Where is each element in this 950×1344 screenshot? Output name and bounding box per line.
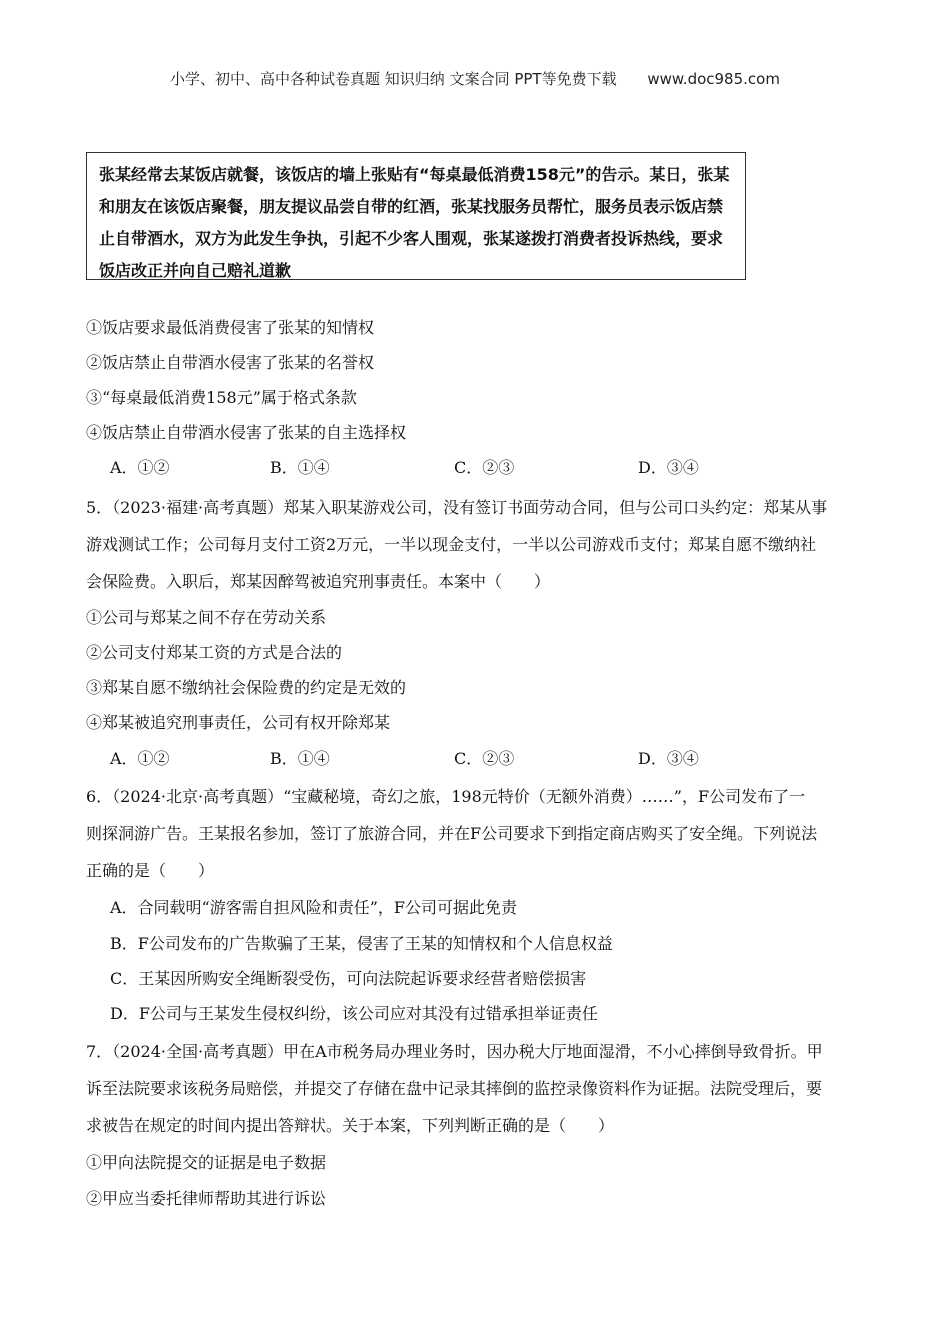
q6-stem-line: 则探洞游广告。王某报名参加，签订了旅游合同，并在F公司要求下到指定商店购买了安全绳。下列说法: [86, 824, 818, 843]
q6-option-d[interactable]: D．F公司与王某发生侵权纠纷，该公司应对其没有过错承担举证责任: [110, 1004, 598, 1023]
q6-stem-line: 6．（2024·北京·高考真题）“宝藏秘境，奇幻之旅，198元特价（无额外消费）……”，F公司发布了一: [86, 787, 806, 806]
q4-item: ②饭店禁止自带酒水侵害了张某的名誉权: [86, 353, 375, 372]
header-text: 小学、初中、高中各种试卷真题 知识归纳 文案合同 PPT等免费下载: [170, 70, 617, 88]
q5-item: ②公司支付郑某工资的方式是合法的: [86, 643, 343, 662]
q5-option-d[interactable]: D．③④: [638, 749, 699, 768]
q6-stem-line: 正确的是（ ）: [86, 861, 215, 880]
q6-option-c[interactable]: C．王某因所购安全绳断裂受伤，可向法院起诉要求经营者赔偿损害: [110, 969, 587, 988]
q4-option-b[interactable]: B．①④: [270, 458, 330, 477]
q5-option-a[interactable]: A．①②: [110, 749, 170, 768]
q4-item: ③“每桌最低消费158元”属于格式条款: [86, 388, 357, 407]
q4-option-a[interactable]: A．①②: [110, 458, 170, 477]
q4-item: ①饭店要求最低消费侵害了张某的知情权: [86, 318, 375, 337]
q5-stem-line: 会保险费。入职后，郑某因醉驾被追究刑事责任。本案中（ ）: [86, 572, 551, 591]
q5-stem-line: 5．（2023·福建·高考真题）郑某入职某游戏公司，没有签订书面劳动合同，但与公司口头约定：郑某从事: [86, 498, 828, 517]
q4-option-d[interactable]: D．③④: [638, 458, 699, 477]
q6-option-a[interactable]: A．合同载明“游客需自担风险和责任”，F公司可据此免责: [110, 898, 518, 917]
q6-option-b[interactable]: B．F公司发布的广告欺骗了王某，侵害了王某的知情权和个人信息权益: [110, 934, 613, 953]
q5-option-c[interactable]: C．②③: [454, 749, 515, 768]
q7-stem-line: 求被告在规定的时间内提出答辩状。关于本案，下列判断正确的是（ ）: [86, 1116, 615, 1135]
q5-item: ④郑某被追究刑事责任，公司有权开除郑某: [86, 713, 391, 732]
page-header: [0, 68, 950, 89]
header-site-link[interactable]: www.doc985.com: [647, 70, 780, 88]
q7-stem-line: 诉至法院要求该税务局赔偿，并提交了存储在盘中记录其摔倒的监控录像资料作为证据。法院受理后，要: [86, 1079, 823, 1098]
q5-stem-line: 游戏测试工作；公司每月支付工资2万元，一半以现金支付，一半以公司游戏币支付；郑某自愿不缴纳社: [86, 535, 817, 554]
case-box: 张某经常去某饭店就餐，该饭店的墙上张贴有“每桌最低消费158元”的告示。某日，张某和朋友在该饭店聚餐，朋友提议品尝自带的红酒，张某找服务员帮忙，服务员表示饭店禁止自带酒水，双方为此发生争执，引起不少客人围观，张某遂拨打消费者投诉热线，要求饭店改正并向自己赔礼道歉: [86, 152, 746, 280]
q7-item: ①甲向法院提交的证据是电子数据: [86, 1153, 327, 1172]
q4-item: ④饭店禁止自带酒水侵害了张某的自主选择权: [86, 423, 407, 442]
q5-item: ①公司与郑某之间不存在劳动关系: [86, 608, 327, 627]
q7-stem-line: 7．（2024·全国·高考真题）甲在A市税务局办理业务时，因办税大厅地面湿滑，不小心摔倒导致骨折。甲: [86, 1042, 823, 1061]
q5-item: ③郑某自愿不缴纳社会保险费的约定是无效的: [86, 678, 407, 697]
q5-option-b[interactable]: B．①④: [270, 749, 330, 768]
q4-option-c[interactable]: C．②③: [454, 458, 515, 477]
q7-item: ②甲应当委托律师帮助其进行诉讼: [86, 1189, 327, 1208]
